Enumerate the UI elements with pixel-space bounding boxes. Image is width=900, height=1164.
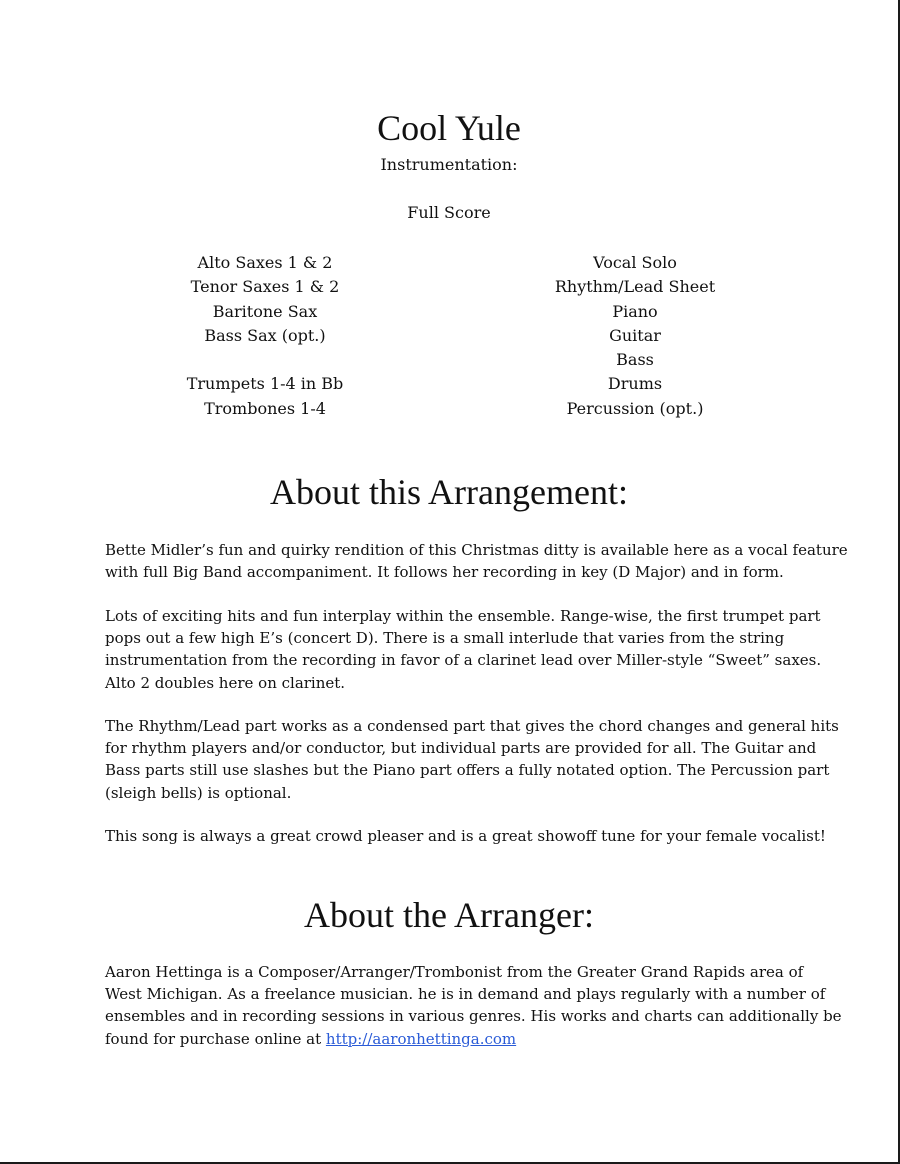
about-arranger-heading: About the Arranger: (304, 895, 594, 935)
page-title: Cool Yule (377, 108, 521, 148)
paragraph-line: Aaron Hettinga is a Composer/Arranger/Trombonist from the Greater Grand Rapids area of (105, 963, 804, 981)
instrument-item: Bass (616, 350, 654, 370)
arrangement-paragraph-4 (105, 825, 826, 847)
instrument-item: Tenor Saxes 1 & 2 (190, 277, 340, 297)
paragraph-line: (sleigh bells) is optional. (105, 783, 292, 802)
instrument-item: Rhythm/Lead Sheet (554, 277, 716, 297)
purchase-text: found for purchase online at (105, 1029, 326, 1048)
paragraph-line: pops out a few high E’s (concert D). There is a small interlude that varies from the string (105, 629, 785, 648)
paragraph-line: instrumentation from the recording in favor of a clarinet lead over Miller-style “Sweet” saxes. (105, 651, 822, 670)
instrument-item: Bass Sax (opt.) (204, 325, 326, 345)
instrument-item: Trombones 1-4 (204, 398, 326, 418)
arrangement-paragraph-2 (105, 605, 822, 694)
instrumentation-label: Instrumentation: (380, 155, 518, 174)
arrangement-paragraph-1 (105, 539, 848, 583)
about-arrangement-heading: About this Arrangement: (270, 472, 628, 512)
instrument-item: Vocal Solo (593, 253, 677, 272)
instrument-item: Alto Saxes 1 & 2 (197, 253, 333, 272)
paragraph-line: The Rhythm/Lead part works as a condensed part that gives the chord changes and general hits (105, 717, 839, 735)
paragraph-line-last (105, 1028, 805, 1050)
instrument-item: Percussion (opt.) (566, 398, 704, 418)
paragraph-line: Bass parts still use slashes but the Piano part offers a fully notated option. The Percussion part (105, 761, 830, 780)
paragraph-line: ensembles and in recording sessions in various genres. His works and charts can additionally be (105, 1007, 842, 1026)
paragraph-line: Alto 2 doubles here on clarinet. (105, 673, 346, 692)
instrument-item: Baritone Sax (212, 301, 318, 321)
paragraph-line: West Michigan. As a freelance musician. he is in demand and plays regularly with a number of (105, 985, 826, 1004)
full-score-label: Full Score (407, 203, 491, 222)
paragraph-line: with full Big Band accompaniment. It follows her recording in key (D Major) and in form. (105, 563, 784, 582)
instrument-item: Piano (612, 301, 658, 321)
instrument-list-left (145, 251, 385, 421)
arrangement-paragraph-3 (105, 715, 839, 804)
website-link[interactable]: http://aaronhettinga.com (325, 1029, 517, 1048)
instrument-list-right (515, 251, 755, 421)
paragraph-line: This song is always a great crowd pleaser and is a great showoff tune for your female vocalist! (105, 827, 826, 845)
arranger-paragraph (105, 961, 842, 1050)
instrument-item: Guitar (609, 325, 661, 345)
paragraph-line: for rhythm players and/or conductor, but individual parts are provided for all. The Guitar and (105, 739, 817, 758)
instrument-spacer (145, 348, 385, 372)
paragraph-line: Bette Midler’s fun and quirky rendition of this Christmas ditty is available here as a vocal feature (105, 541, 848, 559)
instrument-item: Drums (607, 374, 663, 394)
paragraph-line: Lots of exciting hits and fun interplay within the ensemble. Range-wise, the first trumpet part (105, 607, 821, 625)
instrument-item: Trumpets 1-4 in Bb (186, 374, 344, 394)
